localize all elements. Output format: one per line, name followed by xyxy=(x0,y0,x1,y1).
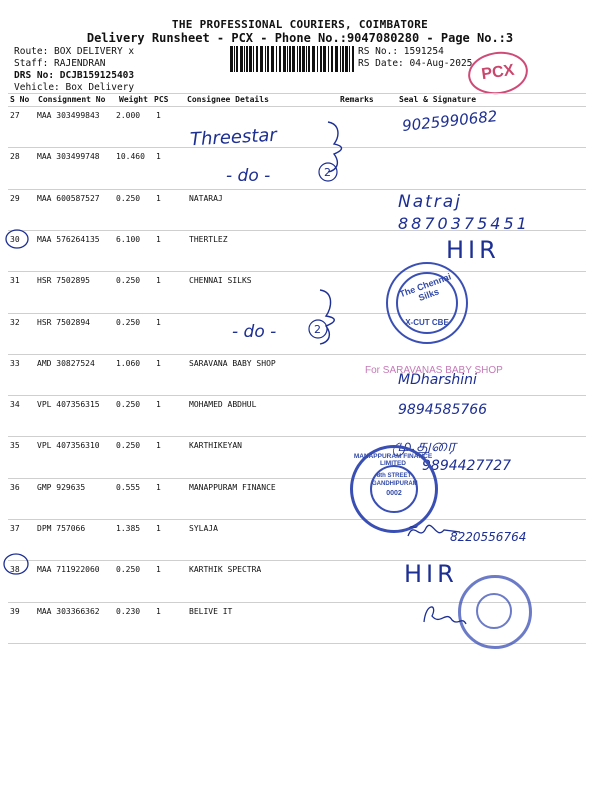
signature-27: 9025990682 xyxy=(401,107,499,135)
signature-35-tamil: மு.துரை xyxy=(392,436,456,456)
barcode-bar xyxy=(328,46,329,72)
barcode-bar xyxy=(323,46,326,72)
circled-two-28 xyxy=(317,161,339,183)
row-rule xyxy=(8,436,586,437)
row-sno: 34 xyxy=(10,400,20,410)
row-consignment: VPL 407356315 xyxy=(37,400,100,410)
signature-30: HIR xyxy=(446,236,500,264)
row-consignment: MAA 303499843 xyxy=(37,111,100,120)
barcode-bar xyxy=(271,46,274,72)
row-sno: 33 xyxy=(10,358,20,368)
svg-text:2: 2 xyxy=(324,166,331,179)
signature-phone-35: 9894427727 xyxy=(422,458,512,474)
row-pcs: 1 xyxy=(156,606,161,616)
drs-label: DRS No: DCJB159125403 xyxy=(14,70,135,81)
barcode-bar xyxy=(236,46,238,72)
row-consignee: KARTHIK SPECTRA xyxy=(189,565,262,575)
row-pcs: 1 xyxy=(156,317,161,327)
row-sno: 32 xyxy=(10,317,20,327)
row-consignment: GMP 929635 xyxy=(37,482,86,492)
runsheet-title: Delivery Runsheet - PCX - Phone No.:9047080280 - Page No.:3 xyxy=(86,31,514,45)
col-seal: Seal & Signature xyxy=(399,95,477,104)
row-rule xyxy=(8,147,586,148)
signature-37-phone: 8220556764 xyxy=(450,530,527,544)
row-pcs: 1 xyxy=(156,193,161,203)
barcode xyxy=(230,46,356,72)
row-weight: 1.060 xyxy=(116,358,141,368)
rs-no-label: RS No.: 1591254 xyxy=(358,46,444,57)
row-rule xyxy=(8,560,586,561)
barcode-bar xyxy=(244,46,245,72)
col-consignment: Consignment No xyxy=(38,95,106,104)
row-pcs: 1 xyxy=(156,276,161,286)
col-consignee: Consignee Details xyxy=(187,95,269,104)
row-sno: 30 xyxy=(10,234,20,244)
manappuram-center-2: GANDHIPURAM xyxy=(372,481,418,487)
row-weight: 0.230 xyxy=(116,606,141,616)
row-weight: 0.250 xyxy=(116,193,141,203)
signature-34: 9894585766 xyxy=(398,402,488,418)
row-consignment: MAA 576264135 xyxy=(37,234,100,244)
blue-round-stamp-39 xyxy=(458,575,530,647)
col-remarks: Remarks xyxy=(340,95,374,104)
row-consignment: MAA 303499748 xyxy=(37,152,100,162)
barcode-bar xyxy=(312,46,315,72)
row-weight: 6.100 xyxy=(116,234,141,244)
barcode-bar xyxy=(265,46,266,72)
signature-name-29: Natraj xyxy=(398,192,462,212)
row-consignee: SYLAJA xyxy=(189,524,218,533)
row-weight: 0.250 xyxy=(116,317,141,327)
row-weight: 0.250 xyxy=(116,565,141,575)
row-consignment: MAA 600587527 xyxy=(37,193,100,203)
row-consignment: HSR 7502895 xyxy=(37,276,90,286)
header-rule-top xyxy=(8,93,586,94)
row-pcs: 1 xyxy=(156,400,161,410)
barcode-bar xyxy=(287,46,288,72)
row-weight: 10.460 xyxy=(116,152,145,162)
col-sno: S No xyxy=(10,95,30,104)
row-consignee: CHENNAI SILKS xyxy=(189,276,252,286)
barcode-bar xyxy=(289,46,291,72)
barcode-bar xyxy=(234,46,235,72)
barcode-bar xyxy=(335,46,338,72)
row-consignment: DPM 757066 xyxy=(37,524,86,533)
sno-circle-30 xyxy=(4,228,30,250)
barcode-bar xyxy=(279,46,281,72)
row-weight: 0.250 xyxy=(116,441,141,451)
row-weight: 2.000 xyxy=(116,111,141,120)
row-consignment: MAA 303366362 xyxy=(37,606,100,616)
signature-33: MDharshini xyxy=(398,372,477,388)
row-consignee: SARAVANA BABY SHOP xyxy=(189,358,276,368)
row-consignee: KARTHIKEYAN xyxy=(189,441,242,451)
barcode-bar xyxy=(340,46,341,72)
row-consignee: BELIVE IT xyxy=(189,606,233,616)
circled-two-32 xyxy=(307,318,329,340)
barcode-bar xyxy=(230,46,233,72)
row-sno: 29 xyxy=(10,193,20,203)
manappuram-ring-text: MANAPPURAM FINANCE LIMITED xyxy=(353,453,433,467)
row-weight: 0.555 xyxy=(116,482,141,492)
manappuram-center-1: 8th STREET xyxy=(376,473,412,479)
staff-label: Staff: RAJENDRAN xyxy=(14,58,106,69)
row-rule xyxy=(8,519,586,520)
signature-39-mark xyxy=(418,596,468,632)
row-rule xyxy=(8,478,586,479)
row-rule xyxy=(8,271,586,272)
barcode-bar xyxy=(240,46,243,72)
row-pcs: 1 xyxy=(156,524,161,533)
barcode-bar xyxy=(352,46,354,72)
barcode-bar xyxy=(302,46,305,72)
barcode-bar xyxy=(260,46,263,72)
barcode-bar xyxy=(320,46,322,72)
row-pcs: 1 xyxy=(156,482,161,492)
barcode-bar xyxy=(317,46,318,72)
row-pcs: 1 xyxy=(156,441,161,451)
barcode-bar xyxy=(283,46,286,72)
header-rule-bottom xyxy=(8,106,586,107)
chennai-silks-stamp xyxy=(386,262,468,344)
handwritten-ditto-28: - do - xyxy=(226,166,271,186)
row-pcs: 1 xyxy=(156,234,161,244)
row-sno: 28 xyxy=(10,152,20,162)
row-sno: 37 xyxy=(10,524,20,533)
row-sno: 36 xyxy=(10,482,20,492)
row-consignment: VPL 407356310 xyxy=(37,441,100,451)
row-weight: 0.250 xyxy=(116,400,141,410)
barcode-bar xyxy=(342,46,344,72)
handwritten-consignee-27: Threestar xyxy=(189,124,278,151)
row-sno: 27 xyxy=(10,111,20,120)
handwritten-ditto-32: - do - xyxy=(232,322,277,342)
row-consignment: MAA 711922060 xyxy=(37,565,100,575)
barcode-bar xyxy=(267,46,269,72)
row-rule xyxy=(8,395,586,396)
row-consignee: NATARAJ xyxy=(189,193,223,203)
barcode-bar xyxy=(331,46,333,72)
sno-circle-38 xyxy=(2,552,30,576)
row-pcs: 1 xyxy=(156,111,161,120)
row-sno: 31 xyxy=(10,276,20,286)
barcode-bar xyxy=(292,46,295,72)
row-consignment: AMD 30827524 xyxy=(37,358,95,368)
row-pcs: 1 xyxy=(156,358,161,368)
chennai-silks-stamp-bottom: X-CUT CBE xyxy=(405,318,449,327)
row-consignee: MANAPPURAM FINANCE xyxy=(189,482,276,492)
row-weight: 0.250 xyxy=(116,276,141,286)
barcode-bar xyxy=(256,46,258,72)
signature-37-scribble: ~ xyxy=(408,520,419,535)
barcode-bar xyxy=(349,46,350,72)
col-weight: Weight xyxy=(119,95,148,104)
col-pcs: PCS xyxy=(154,95,169,104)
row-pcs: 1 xyxy=(156,565,161,575)
row-sno: 38 xyxy=(10,565,20,575)
barcode-bar xyxy=(246,46,248,72)
row-consignment: HSR 7502894 xyxy=(37,317,90,327)
row-consignee: MOHAMED ABDHUL xyxy=(189,400,257,410)
company-title: THE PROFESSIONAL COURIERS, COIMBATORE xyxy=(171,18,429,31)
chennai-silks-stamp-top: The Chennai Silks xyxy=(398,271,453,303)
barcode-bar xyxy=(297,46,298,72)
signature-38: HIR xyxy=(404,560,458,588)
svg-text:2: 2 xyxy=(314,323,321,336)
pcx-stamp: PCX xyxy=(465,48,530,98)
barcode-bar xyxy=(345,46,348,72)
saravana-stamp: For SARAVANAS BABY SHOP xyxy=(365,365,503,376)
manappuram-center-3: 0002 xyxy=(386,490,402,497)
signature-phone-29: 8870375451 xyxy=(398,214,530,233)
row-rule xyxy=(8,189,586,190)
barcode-bar xyxy=(276,46,277,72)
row-weight: 1.385 xyxy=(116,524,141,533)
row-consignee: THERTLEZ xyxy=(189,234,228,244)
barcode-bar xyxy=(249,46,252,72)
row-rule xyxy=(8,354,586,355)
row-rule xyxy=(8,313,586,314)
row-sno: 39 xyxy=(10,606,20,616)
barcode-bar xyxy=(306,46,307,72)
route-label: Route: BOX DELIVERY x xyxy=(14,46,135,57)
row-pcs: 1 xyxy=(156,152,161,162)
barcode-bar xyxy=(308,46,310,72)
vehicle-label: Vehicle: Box Delivery xyxy=(14,82,135,93)
row-sno: 35 xyxy=(10,441,20,451)
rs-date-label: RS Date: 04-Aug-2025 xyxy=(358,58,473,69)
barcode-bar xyxy=(299,46,301,72)
barcode-bar xyxy=(253,46,254,72)
